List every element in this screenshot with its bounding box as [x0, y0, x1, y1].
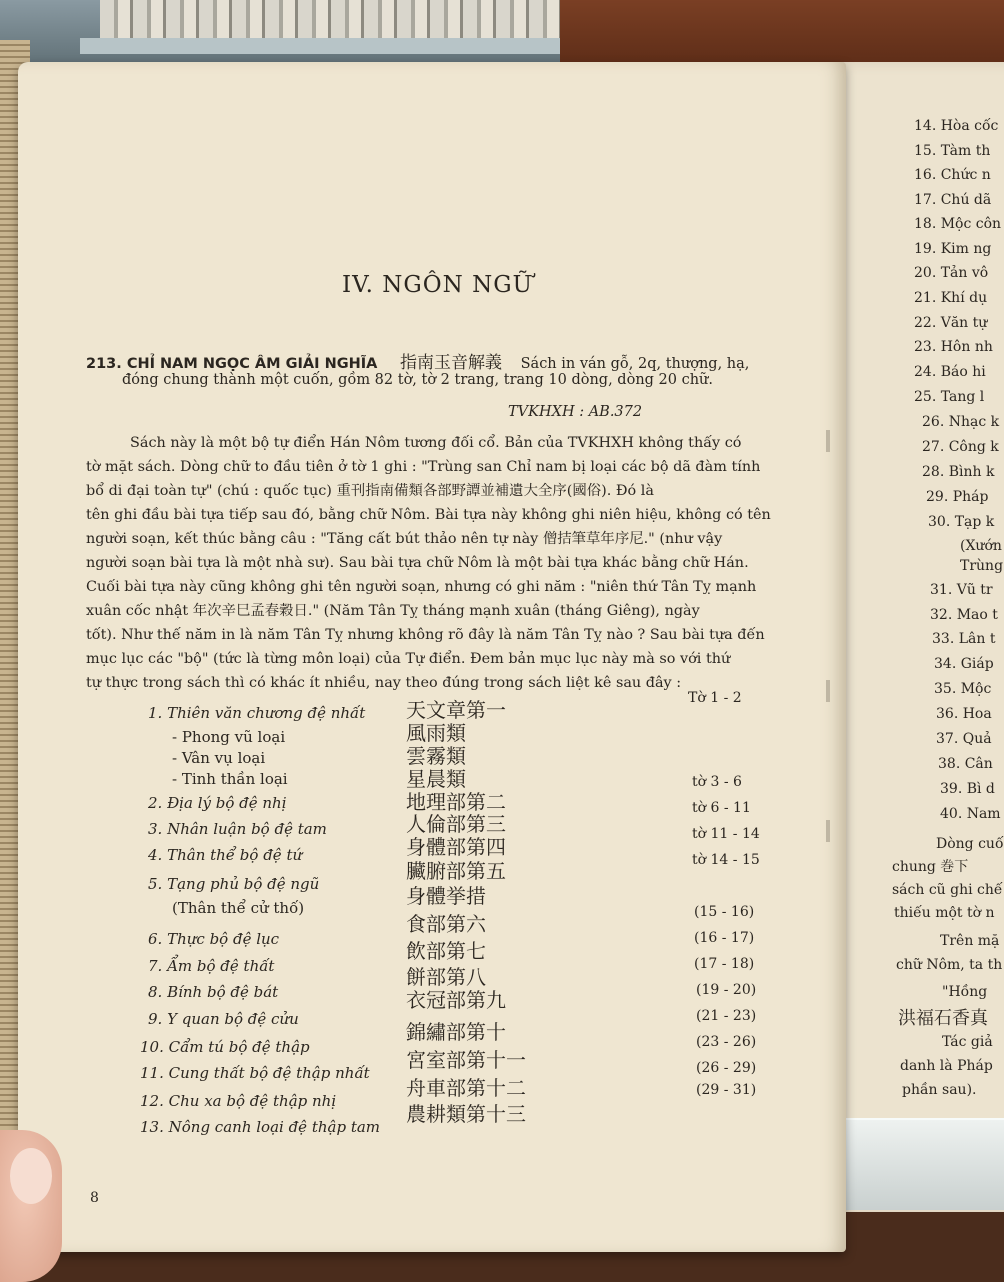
right-tail: Trên mặ [940, 933, 1000, 949]
shelf-board [80, 38, 560, 54]
toc-item-name: 4. Thân thể bộ đệ tứ [148, 846, 303, 864]
right-item: 21. Khí dụ [914, 290, 988, 306]
toc-item-name: 6. Thực bộ đệ lục [148, 930, 280, 948]
right-item: 19. Kim ng [914, 241, 992, 257]
entry-title: 213. CHỈ NAM NGỌC ÂM GIẢI NGHĨA [86, 356, 378, 372]
right-item: 16. Chức n [914, 167, 991, 183]
right-item: 26. Nhạc k [922, 414, 1000, 430]
right-item: 34. Giáp [934, 656, 994, 672]
right-item: 30. Tạp k [928, 514, 995, 530]
para-line: bổ di đại toàn tự" (chú : quốc tục) 重刊指南備類各部野譚並補遺大全序(國俗). Đó là [86, 483, 654, 499]
toc-item-pages: tờ 6 - 11 [692, 800, 751, 816]
entry-header [86, 348, 749, 373]
toc-item-pages: tờ 3 - 6 [692, 774, 742, 790]
toc-item-name: 3. Nhân luận bộ đệ tam [148, 820, 327, 838]
toc-item-pages: Tờ 1 - 2 [688, 690, 742, 706]
toc-item-han: 天文章第一 [406, 698, 506, 722]
para-line: tên ghi đầu bài tựa tiếp sau đó, bằng chữ Nôm. Bài tựa này không ghi niên hiệu, không có tên [86, 507, 771, 523]
right-tail: Dòng cuố [936, 836, 1004, 852]
right-tail: chữ Nôm, ta th [896, 957, 1003, 973]
toc-item-pages: (19 - 20) [696, 982, 757, 998]
toc-item-han: 地理部第二 [406, 790, 506, 814]
toc-item-name: 12. Chu xa bộ đệ thập nhị [140, 1092, 337, 1110]
toc-item-pages: tờ 14 - 15 [692, 852, 760, 868]
toc-item-han: 飲部第七 [406, 939, 486, 963]
entry-desc-2: đóng chung thành một cuốn, gồm 82 tờ, tờ 2 trang, trang 10 dòng, dòng 20 chữ. [122, 372, 714, 388]
right-tail: danh là Pháp [900, 1058, 993, 1074]
right-item: 31. Vũ tr [930, 582, 993, 598]
right-item: 20. Tản vô [914, 265, 989, 281]
right-item: 40. Nam [940, 806, 1001, 822]
right-item: 22. Văn tự [914, 315, 988, 331]
right-item: 24. Báo hi [914, 364, 986, 380]
toc-item-han: 身體部第四 [406, 835, 506, 859]
toc-item-han: 食部第六 [406, 912, 486, 936]
toc-item-pages: (29 - 31) [696, 1082, 757, 1098]
toc-item-pages: (15 - 16) [694, 904, 755, 920]
toc-item-han: 錦繡部第十 [406, 1020, 506, 1044]
entry-desc-1: Sách in ván gỗ, 2q, thượng, hạ, [520, 356, 750, 372]
binding-stitch [826, 680, 830, 702]
toc-item-han: 宮室部第十一 [406, 1048, 526, 1072]
right-item: Trùng [960, 558, 1004, 574]
right-item: 33. Lân t [932, 631, 996, 647]
para-line: mục lục các "bộ" (tức là từng môn loại) của Tự điển. Đem bản mục lục này mà so với thứ [86, 651, 731, 667]
toc-item-han: 舟車部第十二 [406, 1076, 526, 1100]
right-item: 25. Tang l [914, 389, 985, 405]
toc-item-name: - Vân vụ loại [172, 749, 266, 767]
right-item: 39. Bì d [940, 781, 995, 797]
right-tail: 洪福石香真 [898, 1008, 988, 1029]
toc-item-han: 身體挙措 [406, 884, 486, 908]
shelf-books [100, 0, 560, 40]
toc-item-pages: (16 - 17) [694, 930, 755, 946]
right-item: (Xướn [960, 538, 1002, 554]
chapter-title: IV. NGÔN NGỮ [342, 272, 533, 298]
right-item: 35. Mộc [934, 681, 992, 697]
right-tail: Tác giả [942, 1034, 993, 1050]
toc-item-han: 餅部第八 [406, 965, 486, 989]
toc-item-name: 7. Ẩm bộ đệ thất [148, 957, 275, 975]
entry-han-title: 指南玉音解義 [400, 353, 502, 373]
toc-item-han: 星晨類 [406, 767, 466, 791]
toc-item-pages: (23 - 26) [696, 1034, 757, 1050]
right-item: 23. Hôn nh [914, 339, 993, 355]
para-line: người soạn bài tựa là một nhà sư). Sau bài tựa chữ Nôm là một bài tựa khác bằng chữ Hán. [86, 555, 749, 571]
toc-item-pages: (21 - 23) [696, 1008, 757, 1024]
para-line: Sách này là một bộ tự điển Hán Nôm tương đối cổ. Bản của TVKHXH không thấy có [130, 435, 742, 451]
toc-item-name: 1. Thiên văn chương đệ nhất [148, 704, 366, 722]
fingernail [10, 1148, 52, 1204]
right-tail: sách cũ ghi chế [892, 882, 1003, 898]
right-item: 37. Quả [936, 731, 992, 747]
right-tail: thiếu một tờ n [894, 905, 995, 921]
toc-item-name: 9. Y quan bộ đệ cửu [148, 1010, 299, 1028]
toc-item-name: 2. Địa lý bộ đệ nhị [148, 794, 287, 812]
call-number: TVKHXH : AB.372 [508, 404, 643, 420]
right-item: 28. Bình k [922, 464, 995, 480]
toc-item-han: 雲霧類 [406, 744, 466, 768]
para-line: Cuối bài tựa này cũng không ghi tên người soạn, nhưng có ghi năm : "niên thứ Tân Tỵ mạnh [86, 579, 757, 595]
para-line: tốt). Như thế năm in là năm Tân Tỵ nhưng không rõ đây là năm Tân Tỵ nào ? Sau bài tựa đến [86, 627, 765, 643]
right-tail: phần sau). [902, 1082, 977, 1098]
toc-item-han: 衣冠部第九 [406, 988, 506, 1012]
toc-item-name: 11. Cung thất bộ đệ thập nhất [140, 1064, 370, 1082]
toc-item-han: 人倫部第三 [406, 812, 506, 836]
right-item: 18. Mộc côn [914, 216, 1002, 232]
toc-item-name: 13. Nông canh loại đệ thập tam [140, 1118, 381, 1136]
toc-item-pages: tờ 11 - 14 [692, 826, 760, 842]
toc-item-han: 臟腑部第五 [406, 859, 506, 883]
right-item: 15. Tàm th [914, 143, 991, 159]
toc-item-name: - Phong vũ loại [172, 728, 286, 746]
toc-item-han: 農耕類第十三 [406, 1102, 526, 1126]
toc-item-name: 8. Bính bộ đệ bát [148, 983, 279, 1001]
toc-item-name: 10. Cẩm tú bộ đệ thập [140, 1038, 310, 1056]
right-tail: "Hồng [942, 984, 988, 1000]
toc-item-pages: (17 - 18) [694, 956, 755, 972]
right-item: 38. Cân [938, 756, 993, 772]
binding-stitch [826, 430, 830, 452]
right-item: 27. Công k [922, 439, 999, 455]
right-item: 14. Hòa cốc [914, 118, 999, 134]
toc-item-name: (Thân thể cử thố) [172, 899, 305, 917]
toc-item-pages: (26 - 29) [696, 1060, 757, 1076]
right-item: 29. Pháp [926, 489, 989, 505]
right-tail: chung 巻下 [892, 859, 969, 875]
page-number: 8 [90, 1190, 99, 1206]
para-line: người soạn, kết thúc bằng câu : "Tăng cất bút thảo nên tự này 僧拮筆草年序尼." (như vậy [86, 531, 723, 547]
right-item: 36. Hoa [936, 706, 992, 722]
para-line: tự thực trong sách thì có khác ít nhiều, nay theo đúng trong sách liệt kê sau đây : [86, 675, 682, 691]
toc-item-name: - Tinh thần loại [172, 770, 288, 788]
right-item: 32. Mao t [930, 607, 998, 623]
toc-item-han: 風雨類 [406, 721, 466, 745]
toc-item-name: 5. Tạng phủ bộ đệ ngũ [148, 875, 320, 893]
para-line: xuân cốc nhật 年次辛巳孟春穀日." (Năm Tân Tỵ tháng mạnh xuân (tháng Giêng), ngày [86, 603, 700, 619]
right-item: 17. Chú dã [914, 192, 992, 208]
wooden-furniture [560, 0, 1004, 70]
para-line: tờ mặt sách. Dòng chữ to đầu tiên ở tờ 1 ghi : "Trùng san Chỉ nam bị loại các bộ dã đàm tính [86, 459, 761, 475]
binding-stitch [826, 820, 830, 842]
